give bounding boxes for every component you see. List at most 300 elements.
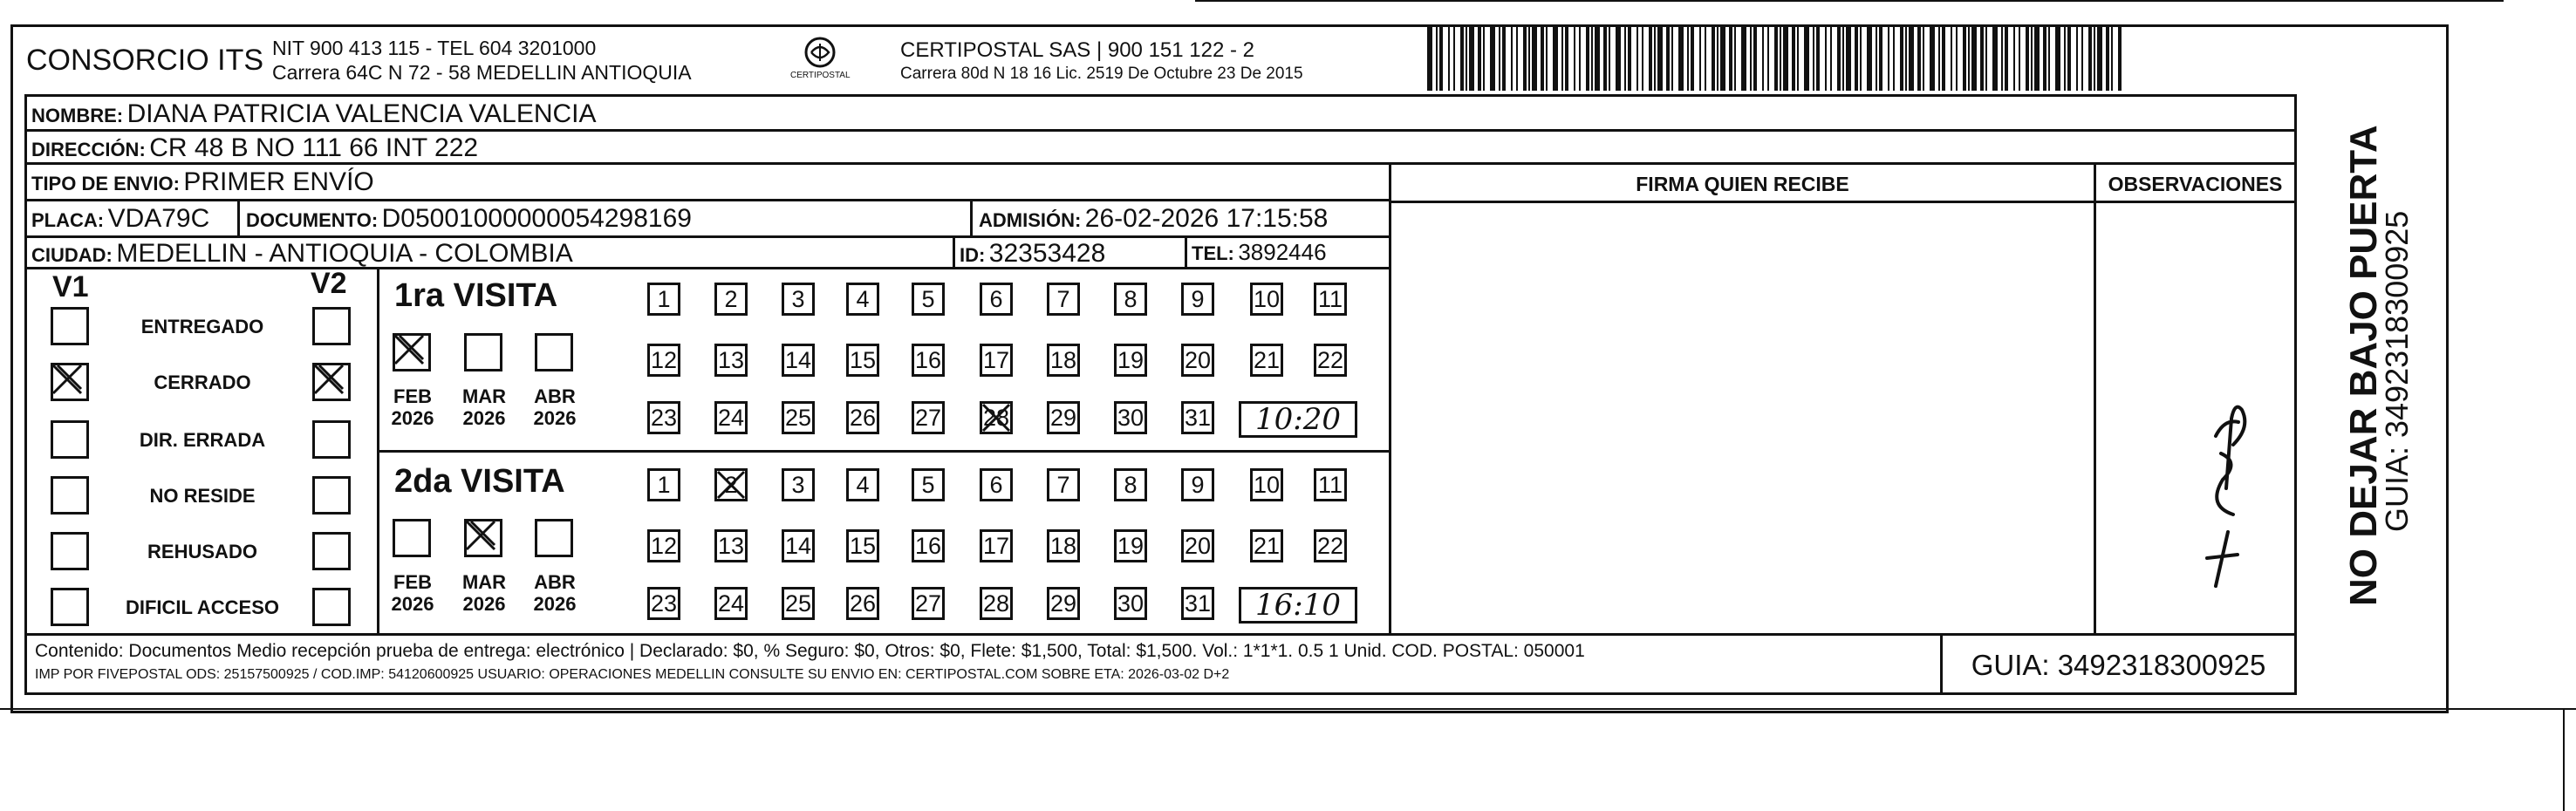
nombre-value: DIANA PATRICIA VALENCIA VALENCIA xyxy=(126,99,597,128)
grid-line-v xyxy=(953,235,955,269)
barcode-bar xyxy=(1499,24,1500,91)
barcode-bar xyxy=(1595,24,1600,91)
contenido-line: Contenido: Documentos Medio recepción prueba de entrega: electrónico | Declarado: $0, % Seguro: $0, Otros: $0, Flete: $1,500, Total: $1,500. Vol.: 1*1*1. 0.5 1 Unid. COD. POSTAL: 050001 xyxy=(35,641,1585,661)
month-checkbox-abr[interactable] xyxy=(535,333,573,371)
day-box[interactable] xyxy=(1047,401,1080,434)
day-box[interactable] xyxy=(980,344,1013,377)
grid-line-v xyxy=(2294,94,2297,695)
barcode-bar xyxy=(1762,24,1764,91)
barcode-bar xyxy=(1561,24,1563,91)
barcode-bar xyxy=(1460,24,1464,91)
v1-checkbox-2[interactable] xyxy=(51,420,89,459)
barcode-bar xyxy=(1729,24,1732,91)
barcode-bar xyxy=(1938,24,1940,91)
company-address: Carrera 64C N 72 - 58 MEDELLIN ANTIOQUIA xyxy=(272,61,692,84)
barcode-bar xyxy=(1439,24,1443,91)
month-year: 2026 xyxy=(462,593,506,616)
day-box[interactable] xyxy=(714,401,748,434)
day-box[interactable] xyxy=(782,468,815,501)
day-number: 2 xyxy=(724,471,738,498)
day-number: 6 xyxy=(989,285,1003,312)
grid-line-v xyxy=(1185,235,1187,269)
barcode-bar xyxy=(2034,24,2040,91)
barcode-bar xyxy=(1687,24,1689,91)
barcode-bar xyxy=(2076,24,2078,91)
month-name: ABR xyxy=(534,571,576,593)
day-box[interactable] xyxy=(1250,529,1283,562)
day-number: 21 xyxy=(1253,346,1281,373)
admision-label: ADMISIÓN: xyxy=(979,209,1082,231)
day-number: 5 xyxy=(921,285,935,312)
barcode-bar xyxy=(1876,24,1877,91)
direccion-row xyxy=(31,135,478,161)
barcode-bar xyxy=(1502,24,1506,91)
day-box[interactable] xyxy=(846,468,879,501)
month-label xyxy=(382,571,443,616)
barcode-bar xyxy=(1774,24,1778,91)
day-box[interactable] xyxy=(980,587,1013,620)
day-number: 22 xyxy=(1316,346,1344,373)
grid-line-v xyxy=(377,267,379,633)
day-box[interactable] xyxy=(1047,283,1080,316)
observaciones-header: OBSERVACIONES xyxy=(2108,173,2283,195)
barcode-bar xyxy=(1671,24,1673,91)
day-number: 20 xyxy=(1184,532,1212,559)
barcode-bar xyxy=(2019,24,2020,91)
barcode-bar xyxy=(1642,24,1643,91)
barcode-bar xyxy=(1971,24,1977,91)
day-box[interactable] xyxy=(782,401,815,434)
barcode-bar xyxy=(1691,24,1694,91)
day-box[interactable] xyxy=(647,344,680,377)
admision-value: 26-02-2026 17:15:58 xyxy=(1084,204,1329,233)
v2-header: V2 xyxy=(311,267,347,300)
day-box[interactable] xyxy=(1114,529,1147,562)
barcode-bar xyxy=(1930,24,1935,91)
day-number: 29 xyxy=(1049,590,1077,617)
day-box[interactable] xyxy=(647,529,680,562)
documento-row xyxy=(246,206,692,232)
day-box[interactable] xyxy=(980,529,1013,562)
barcode-bar xyxy=(2094,24,2095,91)
barcode-bar xyxy=(1860,24,1862,91)
barcode-bar xyxy=(1917,24,1921,91)
barcode xyxy=(1427,24,2122,91)
documento-value: D05001000000054298169 xyxy=(381,204,692,233)
month-checkbox-abr[interactable] xyxy=(535,519,573,557)
v2-checkbox-0[interactable] xyxy=(312,307,351,345)
day-box[interactable] xyxy=(714,529,748,562)
tel-value: 3892446 xyxy=(1238,239,1327,265)
handwritten-time-box xyxy=(1239,401,1357,438)
v2-checkbox-1[interactable] xyxy=(312,363,351,401)
day-number: 14 xyxy=(784,532,812,559)
tipo-envio-label: TIPO DE ENVIO: xyxy=(31,173,180,194)
day-box[interactable] xyxy=(1250,283,1283,316)
certipostal-logo xyxy=(785,33,855,85)
barcode-bar xyxy=(1483,24,1485,91)
barcode-bar xyxy=(1867,24,1872,91)
day-box[interactable] xyxy=(1181,401,1214,434)
day-box[interactable] xyxy=(846,587,879,620)
day-box[interactable] xyxy=(1047,344,1080,377)
day-box[interactable] xyxy=(912,344,945,377)
barcode-bar xyxy=(1980,24,1984,91)
day-number: 18 xyxy=(1049,346,1077,373)
day-number: 28 xyxy=(982,590,1010,617)
day-box[interactable] xyxy=(912,283,945,316)
barcode-bar xyxy=(2043,24,2046,91)
barcode-bar xyxy=(1541,24,1544,91)
nombre-row xyxy=(31,101,597,127)
day-number: 1 xyxy=(657,471,671,498)
day-box[interactable] xyxy=(1114,283,1147,316)
barcode-bar xyxy=(2064,24,2066,91)
day-box[interactable] xyxy=(846,401,879,434)
firma-header: FIRMA QUIEN RECIBE xyxy=(1636,173,1849,195)
day-box[interactable] xyxy=(647,468,680,501)
day-box[interactable] xyxy=(1047,529,1080,562)
month-checkbox-feb[interactable] xyxy=(393,519,431,557)
barcode-bar xyxy=(2013,24,2015,91)
barcode-bar xyxy=(1523,24,1527,91)
barcode-bar xyxy=(2001,24,2003,91)
status-label: NO RESIDE xyxy=(149,485,256,507)
day-box[interactable] xyxy=(980,401,1013,434)
barcode-bar xyxy=(1712,24,1715,91)
grid-line-h xyxy=(24,94,2297,97)
month-year: 2026 xyxy=(533,593,577,616)
barcode-bar xyxy=(1734,24,1736,91)
barcode-bar xyxy=(1532,24,1537,91)
day-box[interactable] xyxy=(912,401,945,434)
day-box[interactable] xyxy=(647,401,680,434)
barcode-bar xyxy=(2031,24,2033,91)
barcode-bar xyxy=(1574,24,1575,91)
x-mark-icon xyxy=(464,519,497,552)
day-number: 31 xyxy=(1184,404,1212,431)
month-name: MAR xyxy=(461,571,507,593)
day-box[interactable] xyxy=(1314,283,1347,316)
month-checkbox-feb[interactable] xyxy=(393,333,431,371)
status-label: REHUSADO xyxy=(147,541,257,562)
barcode-bar xyxy=(1678,24,1684,91)
month-year: 2026 xyxy=(391,407,434,430)
day-box[interactable] xyxy=(1314,529,1347,562)
barcode-bar xyxy=(1956,24,1958,91)
barcode-bar xyxy=(1579,24,1581,91)
no-dejar-bajo-puerta: NO DEJAR BAJO PUERTA xyxy=(2342,125,2385,606)
barcode-bar xyxy=(1825,24,1827,91)
day-number: 13 xyxy=(717,532,745,559)
day-box[interactable] xyxy=(1181,344,1214,377)
day-number: 30 xyxy=(1117,404,1145,431)
x-mark-icon xyxy=(51,363,84,396)
right-edge-line xyxy=(2563,710,2565,811)
barcode-bar xyxy=(1813,24,1814,91)
v1-checkbox-0[interactable] xyxy=(51,307,89,345)
day-box[interactable] xyxy=(1181,283,1214,316)
v1-checkbox-5[interactable] xyxy=(51,588,89,626)
day-number: 24 xyxy=(717,404,745,431)
v2-checkbox-3[interactable] xyxy=(312,476,351,515)
v1-header: V1 xyxy=(52,270,89,303)
day-box[interactable] xyxy=(1181,468,1214,501)
day-box[interactable] xyxy=(1047,587,1080,620)
month-year: 2026 xyxy=(462,407,506,430)
barcode-bar xyxy=(2005,24,2008,91)
placa-value: VDA79C xyxy=(107,204,210,233)
barcode-bar xyxy=(1436,24,1438,91)
x-mark-icon xyxy=(312,363,345,396)
x-mark-icon xyxy=(980,401,1013,434)
v1-checkbox-3[interactable] xyxy=(51,476,89,515)
x-mark-icon xyxy=(714,468,748,501)
day-box[interactable] xyxy=(1314,344,1347,377)
day-number: 17 xyxy=(982,346,1010,373)
day-number: 22 xyxy=(1316,532,1344,559)
month-name: MAR xyxy=(461,385,507,407)
day-box[interactable] xyxy=(1114,401,1147,434)
day-box[interactable] xyxy=(1181,529,1214,562)
tipo-envio-row xyxy=(31,169,374,195)
barcode-bar xyxy=(1767,24,1769,91)
v2-checkbox-5[interactable] xyxy=(312,588,351,626)
day-box[interactable] xyxy=(647,283,680,316)
day-number: 14 xyxy=(784,346,812,373)
barcode-bar xyxy=(1792,24,1795,91)
id-row xyxy=(960,241,1105,267)
barcode-bar xyxy=(2106,24,2109,91)
footer-guia: GUIA: 3492318300925 xyxy=(1971,649,2266,681)
month-name: ABR xyxy=(534,385,576,407)
day-box[interactable] xyxy=(1181,587,1214,620)
day-box[interactable] xyxy=(782,283,815,316)
month-label xyxy=(454,385,515,430)
nombre-label: NOMBRE: xyxy=(31,105,124,126)
day-number: 20 xyxy=(1184,346,1212,373)
day-number: 8 xyxy=(1124,471,1138,498)
barcode-bar xyxy=(1609,24,1610,91)
day-number: 7 xyxy=(1056,471,1070,498)
day-number: 9 xyxy=(1191,285,1205,312)
day-number: 21 xyxy=(1253,532,1281,559)
day-number: 10 xyxy=(1253,471,1281,498)
day-number: 15 xyxy=(849,346,877,373)
barcode-bar xyxy=(1893,24,1895,91)
month-year: 2026 xyxy=(533,407,577,430)
day-number: 30 xyxy=(1117,590,1145,617)
ciudad-label: CIUDAD: xyxy=(31,244,113,266)
barcode-bar xyxy=(1888,24,1889,91)
day-box[interactable] xyxy=(912,468,945,501)
barcode-bar xyxy=(1528,24,1530,91)
grid-line-v xyxy=(237,199,240,235)
day-box[interactable] xyxy=(1114,587,1147,620)
day-box[interactable] xyxy=(714,587,748,620)
day-box[interactable] xyxy=(912,529,945,562)
barcode-bar xyxy=(1797,24,1799,91)
barcode-bar xyxy=(1985,24,1987,91)
day-box[interactable] xyxy=(1250,344,1283,377)
barcode-bar xyxy=(2048,24,2050,91)
day-box[interactable] xyxy=(846,529,879,562)
day-number: 11 xyxy=(1317,285,1343,312)
grid-line-v xyxy=(24,94,27,695)
day-number: 18 xyxy=(1049,532,1077,559)
barcode-bar xyxy=(1968,24,1970,91)
day-number: 3 xyxy=(791,471,805,498)
day-box[interactable] xyxy=(714,344,748,377)
barcode-bar xyxy=(1427,24,1432,91)
barcode-bar xyxy=(1923,24,1924,91)
month-checkbox-mar[interactable] xyxy=(464,333,502,371)
barcode-bar xyxy=(2026,24,2029,91)
barcode-bar xyxy=(1636,24,1638,91)
day-box[interactable] xyxy=(980,468,1013,501)
day-box[interactable] xyxy=(912,587,945,620)
status-label: DIFICIL ACCESO xyxy=(125,596,279,618)
day-number: 12 xyxy=(650,532,678,559)
barcode-bar xyxy=(1657,24,1663,91)
month-checkbox-mar[interactable] xyxy=(464,519,502,557)
day-number: 19 xyxy=(1117,532,1145,559)
handwritten-time: 10:20 xyxy=(1255,402,1341,437)
barcode-bar xyxy=(1717,24,1718,91)
barcode-bar xyxy=(1830,24,1832,91)
barcode-bar xyxy=(1837,24,1841,91)
day-box[interactable] xyxy=(1047,468,1080,501)
placa-row xyxy=(31,206,209,232)
status-label: DIR. ERRADA xyxy=(139,429,266,451)
carrier-line: CERTIPOSTAL SAS | 900 151 122 - 2 xyxy=(900,38,1254,62)
v1-checkbox-4[interactable] xyxy=(51,532,89,570)
handwritten-time: 16:10 xyxy=(1255,588,1341,623)
day-number: 25 xyxy=(784,590,812,617)
placa-label: PLACA: xyxy=(31,209,105,231)
barcode-bar xyxy=(1741,24,1746,91)
grid-line-h xyxy=(1389,201,2297,203)
day-number: 16 xyxy=(914,532,942,559)
barcode-bar xyxy=(1855,24,1858,91)
day-box[interactable] xyxy=(1114,468,1147,501)
barcode-bar xyxy=(1553,24,1558,91)
id-label: ID: xyxy=(960,244,986,266)
day-number: 9 xyxy=(1191,471,1205,498)
barcode-bar xyxy=(2055,24,2060,91)
day-box[interactable] xyxy=(846,283,879,316)
barcode-bar xyxy=(1616,24,1621,91)
barcode-bar xyxy=(2067,24,2071,91)
v2-checkbox-4[interactable] xyxy=(312,532,351,570)
day-number: 12 xyxy=(650,346,678,373)
day-number: 23 xyxy=(650,590,678,617)
day-box[interactable] xyxy=(714,283,748,316)
barcode-bar xyxy=(2097,24,2102,91)
nit-line: NIT 900 413 115 - TEL 604 3201000 xyxy=(272,37,597,59)
day-number: 26 xyxy=(849,404,877,431)
day-number: 11 xyxy=(1317,471,1343,498)
barcode-bar xyxy=(1649,24,1652,91)
direccion-label: DIRECCIÓN: xyxy=(31,139,146,160)
month-label xyxy=(382,385,443,430)
month-label xyxy=(454,571,515,616)
day-box[interactable] xyxy=(647,587,680,620)
month-label xyxy=(524,385,585,430)
top-edge-line xyxy=(1195,0,2504,2)
barcode-bar xyxy=(1992,24,1998,91)
day-number: 3 xyxy=(791,285,805,312)
barcode-bar xyxy=(1699,24,1701,91)
company-name: CONSORCIO ITS xyxy=(26,44,264,77)
day-box[interactable] xyxy=(846,344,879,377)
barcode-bar xyxy=(1900,24,1903,91)
day-number: 2 xyxy=(724,285,738,312)
v1-checkbox-1[interactable] xyxy=(51,363,89,401)
day-box[interactable] xyxy=(782,529,815,562)
barcode-bar xyxy=(1624,24,1626,91)
barcode-bar xyxy=(1720,24,1725,91)
day-box[interactable] xyxy=(980,283,1013,316)
day-number: 24 xyxy=(717,590,745,617)
grid-line-h xyxy=(377,450,1389,453)
day-box[interactable] xyxy=(1314,468,1347,501)
barcode-bar xyxy=(1516,24,1518,91)
day-number: 23 xyxy=(650,404,678,431)
barcode-bar xyxy=(1753,24,1757,91)
month-name: FEB xyxy=(393,385,432,407)
visit-title: 2da VISITA xyxy=(394,463,565,500)
day-number: 25 xyxy=(784,404,812,431)
day-box[interactable] xyxy=(1250,468,1283,501)
barcode-bar xyxy=(1469,24,1474,91)
barcode-bar xyxy=(1490,24,1495,91)
barcode-bar xyxy=(1879,24,1882,91)
day-number: 4 xyxy=(856,285,870,312)
id-value: 32353428 xyxy=(988,239,1106,268)
barcode-bar xyxy=(1842,24,1844,91)
v2-checkbox-2[interactable] xyxy=(312,420,351,459)
side-guia: GUIA: 3492318300925 xyxy=(2379,210,2415,532)
handwritten-time-box xyxy=(1239,587,1357,624)
barcode-bar xyxy=(1628,24,1631,91)
day-number: 26 xyxy=(849,590,877,617)
barcode-bar xyxy=(1586,24,1589,91)
barcode-bar xyxy=(2088,24,2092,91)
barcode-bar xyxy=(1511,24,1513,91)
barcode-bar xyxy=(1448,24,1450,91)
logo-caption: CERTIPOSTAL xyxy=(790,71,851,80)
day-box[interactable] xyxy=(782,344,815,377)
barcode-bar xyxy=(1963,24,1966,91)
grid-line-h xyxy=(24,692,2297,695)
day-number: 6 xyxy=(989,471,1003,498)
barcode-bar xyxy=(1546,24,1548,91)
barcode-bar xyxy=(2081,24,2083,91)
barcode-bar xyxy=(1951,24,1952,91)
day-number: 7 xyxy=(1056,285,1070,312)
day-box[interactable] xyxy=(782,587,815,620)
day-number: 17 xyxy=(982,532,1010,559)
day-box[interactable] xyxy=(714,468,748,501)
barcode-bar xyxy=(1453,24,1455,91)
barcode-bar xyxy=(1846,24,1851,91)
day-number: 15 xyxy=(849,532,877,559)
barcode-bar xyxy=(1603,24,1607,91)
barcode-bar xyxy=(1591,24,1593,91)
day-box[interactable] xyxy=(1114,344,1147,377)
barcode-bar xyxy=(1565,24,1568,91)
